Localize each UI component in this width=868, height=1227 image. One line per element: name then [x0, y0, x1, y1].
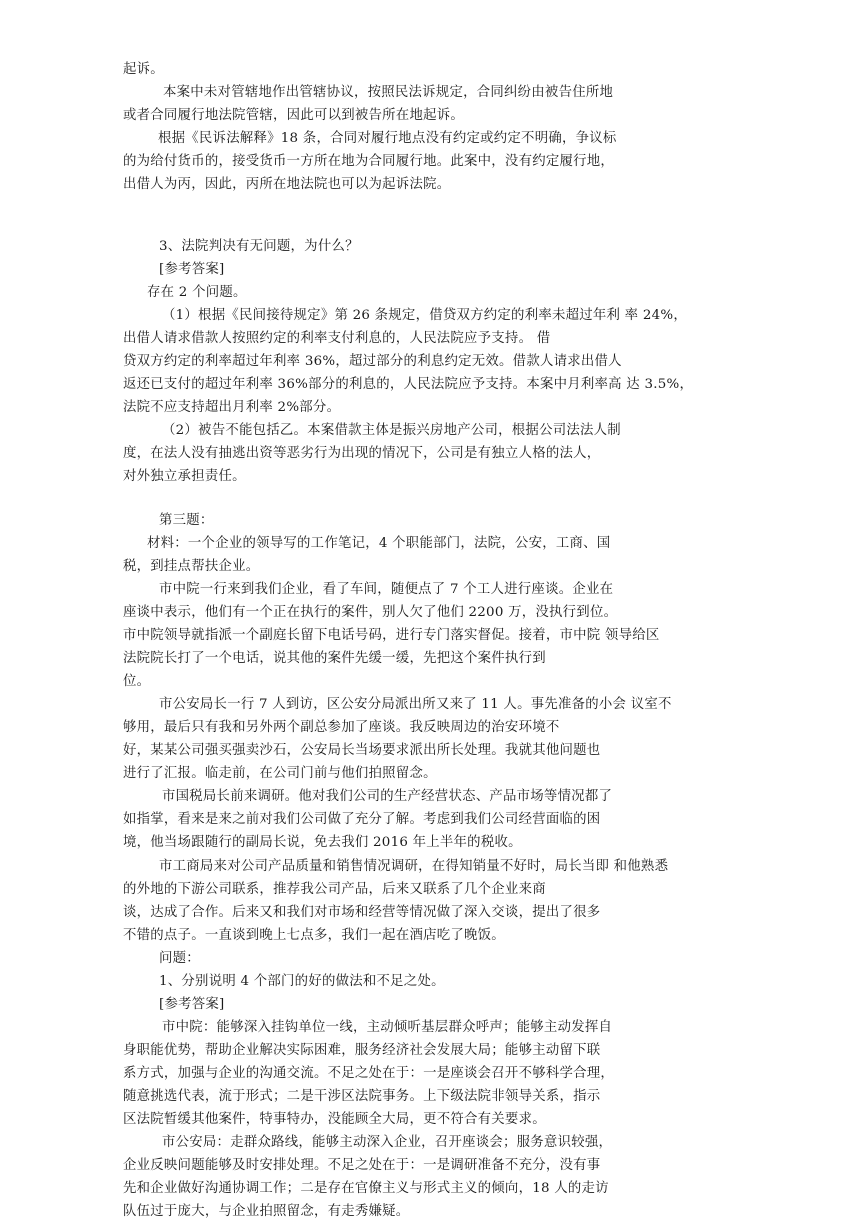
text-line: 境，他当场跟随行的副局长说，免去我们 2016 年上半年的税收。 — [123, 835, 522, 851]
text-line: 系方式，加强与企业的沟通交流。不足之处在于：一是座谈会召开不够科学合理， — [123, 1065, 615, 1081]
question-heading: 1、分别说明 4 个部门的好的做法和不足之处。 — [159, 973, 445, 989]
text-line: 市国税局长前来调研。他对我们公司的生产经营状态、产品市场等情况都了 — [162, 789, 613, 805]
text-line: 如指掌，看来是来之前对我们公司做了充分了解。考虑到我们公司经营面临的困 — [123, 812, 601, 828]
text-line: 的为给付货币的，接受货币一方所在地为合同履行地。此案中，没有约定履行地， — [123, 154, 615, 170]
text-line: 市中院一行来到我们企业，看了车间，随便点了 7 个工人进行座谈。企业在 — [159, 582, 614, 598]
text-line: 对外独立承担责任。 — [123, 468, 246, 484]
text-line: 队伍过于庞大，与企业拍照留念，有走秀嫌疑。 — [123, 1204, 410, 1219]
text-line: 身职能优势，帮助企业解决实际困难，服务经济社会发展大局；能够主动留下联 — [123, 1042, 601, 1058]
text-line: 贷双方约定的利率超过年利率 36%，超过部分的利息约定无效。借款人请求出借人 — [123, 353, 622, 369]
question-heading: 问题： — [159, 950, 200, 966]
text-line: 起诉。 — [123, 62, 164, 77]
text-line: 够用，最后只有我和另外两个副总参加了座谈。我反映周边的治安环境不 — [123, 720, 560, 736]
text-line: 企业反映问题能够及时安排处理。不足之处在于：一是调研准备不充分，没有事 — [123, 1157, 601, 1173]
text-line: 出借人请求借款人按照约定的利率支付利息的，人民法院应予支持。 借 — [123, 330, 551, 346]
text-line: 先和企业做好沟通协调工作；二是存在官僚主义与形式主义的倾向，18 人的走访 — [123, 1180, 609, 1196]
text-line: 市公安局长一行 7 人到访，区公安分局派出所又来了 11 人。事先准备的小会 议室不 — [159, 697, 672, 713]
text-line: 或者合同履行地法院管辖，因此可以到被告所在地起诉。 — [123, 108, 465, 124]
question-heading: 3、法院判决有无问题，为什么？ — [159, 238, 359, 254]
text-line: 材料：一个企业的领导写的工作笔记，4 个职能部门，法院，公安，工商、国 — [147, 536, 611, 552]
text-line: 进行了汇报。临走前，在公司门前与他们拍照留念。 — [123, 766, 437, 782]
text-line: 度，在法人没有抽逃出资等恶劣行为出现的情况下，公司是有独立人格的法人， — [123, 445, 601, 461]
text-line: 本案中未对管辖地作出管辖协议，按照民法诉规定，合同纠纷由被告住所地 — [163, 85, 614, 101]
answer-label: [参考答案] — [159, 996, 225, 1012]
text-line: 市中院领导就指派一个副庭长留下电话号码，进行专门落实督促。接着，市中院 领导给区 — [123, 628, 660, 644]
answer-label: [参考答案] — [159, 261, 225, 277]
text-line: （2）被告不能包括乙。本案借款主体是振兴房地产公司，根据公司法法人制 — [162, 422, 621, 438]
text-line: 根据《民诉法解释》18 条，合同对履行地点没有约定或约定不明确，争议标 — [158, 131, 617, 147]
text-line: 不错的点子。一直谈到晚上七点多，我们一起在酒店吃了晚饭。 — [123, 927, 505, 943]
text-line: 市工商局来对公司产品质量和销售情况调研，在得知销量不好时，局长当即 和他熟悉 — [159, 858, 669, 874]
text-line: 市中院：能够深入挂钩单位一线，主动倾听基层群众呼声；能够主动发挥自 — [162, 1019, 613, 1035]
text-line: 法院院长打了一个电话，说其他的案件先缓一缓，先把这个案件执行到 — [123, 651, 546, 667]
text-line: 市公安局：走群众路线，能够主动深入企业，召开座谈会；服务意识较强， — [162, 1134, 613, 1150]
text-line: 谈，达成了合作。后来又和我们对市场和经营等情况做了深入交谈，提出了很多 — [123, 904, 601, 920]
text-line: 法院不应支持超出月利率 2%部分。 — [123, 399, 341, 415]
section-heading: 第三题： — [159, 513, 214, 529]
text-line: 随意挑选代表，流于形式；二是干涉区法院事务。上下级法院非领导关系，指示 — [123, 1088, 601, 1104]
text-line: 位。 — [123, 674, 151, 690]
text-line: 好，某某公司强买强卖沙石，公安局长当场要求派出所长处理。我就其他问题也 — [123, 743, 601, 759]
text-line: 税，到挂点帮扶企业。 — [123, 559, 260, 575]
text-line: 返还已支付的超过年利率 36%部分的利息的，人民法院应予支持。本案中月利率高 达 3.5%， — [123, 376, 694, 392]
text-line: 存在 2 个问题。 — [147, 284, 247, 300]
text-line: 座谈中表示，他们有一个正在执行的案件，别人欠了他们 2200 万，没执行到位。 — [123, 605, 618, 621]
text-line: （1）根据《民间接待规定》第 26 条规定，借贷双方约定的利率未超过年利 率 24%， — [162, 307, 687, 323]
text-line: 出借人为丙，因此，丙所在地法院也可以为起诉法院。 — [123, 177, 451, 193]
text-line: 区法院暂缓其他案件，特事特办，没能顾全大局，更不符合有关要求。 — [123, 1111, 546, 1127]
text-line: 的外地的下游公司联系，推荐我公司产品，后来又联系了几个企业来商 — [123, 881, 546, 897]
